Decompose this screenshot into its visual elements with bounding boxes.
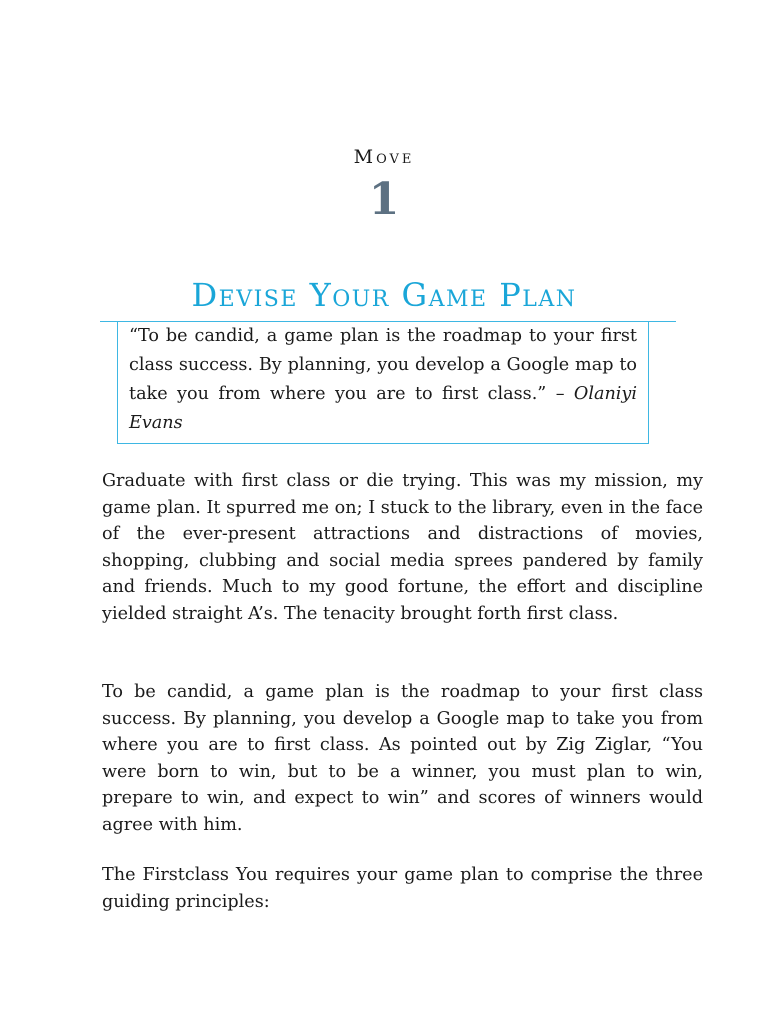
chapter-title: Devise Your Game Plan [191,276,577,314]
epigraph-text [129,322,637,438]
epigraph-author: Olaniyi Evans [129,384,637,433]
chapter-number: 1 [368,174,400,225]
body-paragraph-3: The Firstclass You requires your game plan to comprise the three guiding principles: [102,865,703,912]
epigraph-quote: “To be candid, a game plan is the roadmap to your first class success. By planning, you develop a Google map to take you from where you are to first class.” – [129,326,637,404]
chapter-move-label: Move [353,146,415,168]
body-paragraph-1: Graduate with first class or die trying. This was my mission, my game plan. It spurred me on; I stuck to the library, even in the face of the ever-present attractions and distractions of movies, shopping, clubbing and social media sprees pandered by family and friends. Much to my good fortune, the effort and discipline yielded straight A’s. The tenacity brought forth first class. [102,471,703,624]
body-paragraph-2: To be candid, a game plan is the roadmap to your first class success. By planning, you develop a Google map to take you from where you are to first class. As pointed out by Zig Ziglar, “You were born to win, but to be a winner, you must plan to win, prepare to win, and expect to win” and scores of winners would agree with him. [102,682,703,835]
epigraph-box [117,321,649,444]
